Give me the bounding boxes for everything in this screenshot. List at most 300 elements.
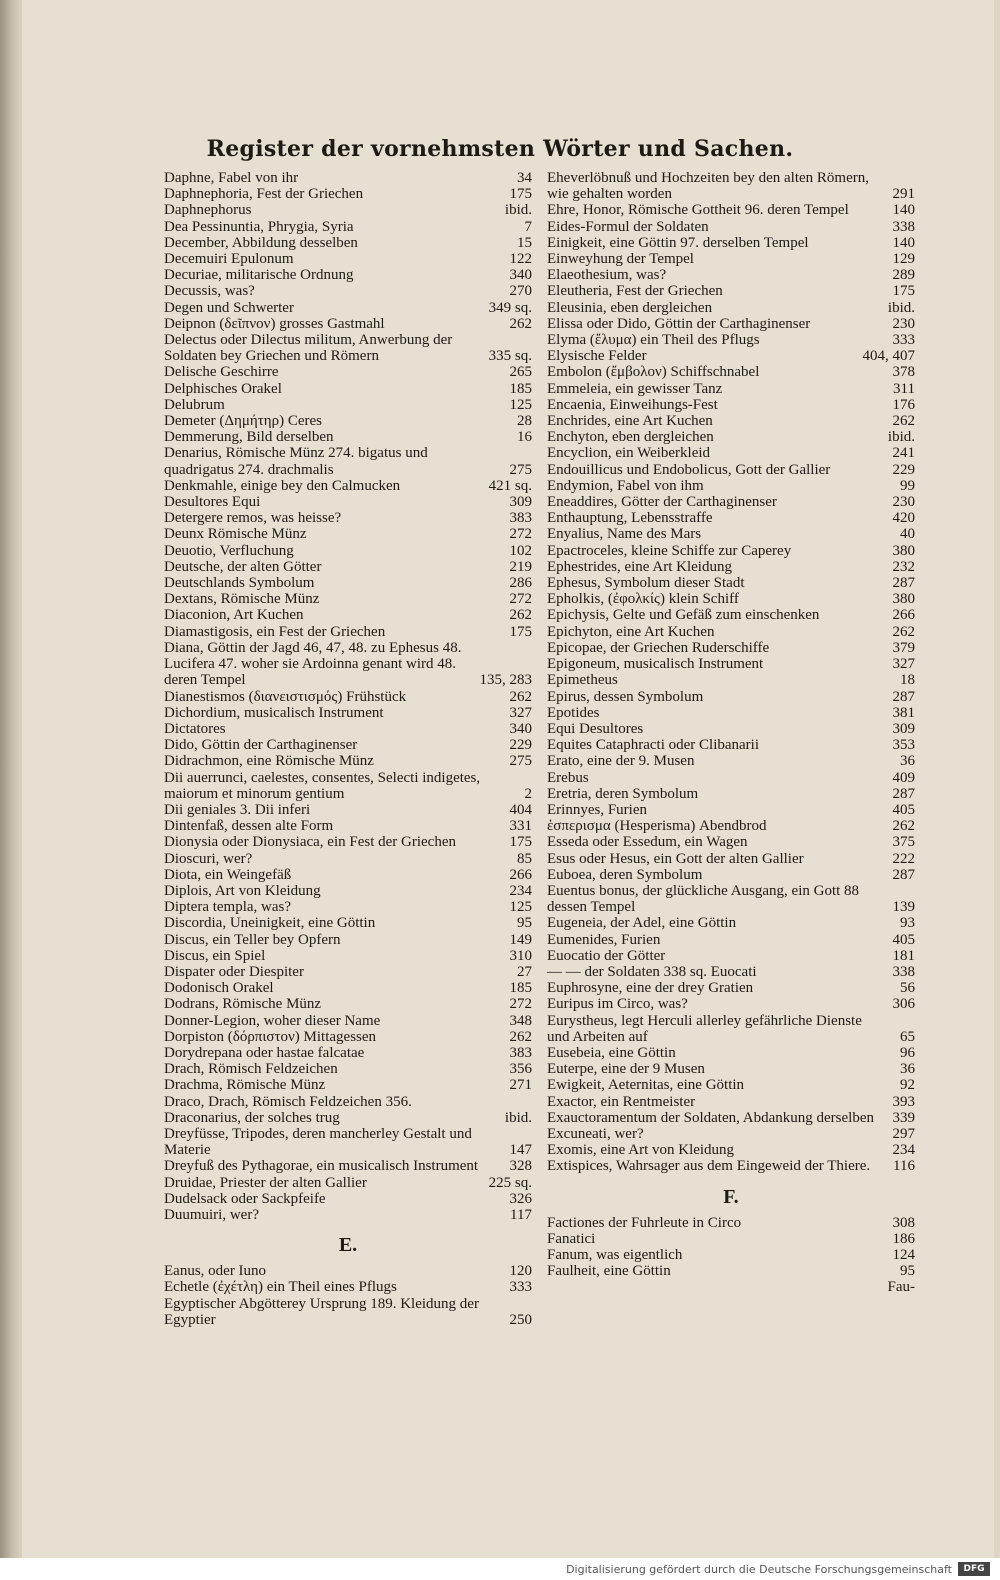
entry-page-ref: 271	[509, 1077, 532, 1094]
entry-page-ref: 225 sq.	[488, 1174, 532, 1191]
entry-term: Dianestismos (διανειστισμός) Frühstück	[164, 688, 407, 705]
entry-term: Endouillicus und Endobolicus, Gott der Gallier	[547, 461, 831, 478]
index-entry	[164, 235, 532, 251]
entry-term: Erinnyes, Furien	[547, 801, 647, 818]
entry-page-ref: 405	[892, 931, 915, 948]
entry-page-ref: ibid.	[887, 299, 915, 316]
entry-page-ref: 147	[509, 1142, 532, 1159]
index-entry	[164, 543, 532, 559]
entry-page-ref: 287	[892, 785, 915, 802]
entry-page-ref: 175	[509, 834, 532, 851]
entry-page-ref: 378	[892, 364, 915, 381]
entry-term: Eleutheria, Fest der Griechen	[547, 283, 723, 300]
entry-page-ref: 140	[892, 234, 915, 251]
index-entry	[547, 818, 915, 834]
entry-term: Epichysis, Gelte und Gefäß zum einschenken	[547, 607, 820, 624]
entry-term: Equites Cataphracti oder Clibanarii	[547, 737, 760, 754]
entry-term: Delubrum	[164, 396, 225, 413]
entry-term: Deutsche, der alten Götter	[164, 558, 322, 575]
entry-term: December, Abbildung desselben	[164, 234, 358, 251]
entry-page-ref: 333	[892, 332, 915, 349]
index-entry	[164, 1094, 532, 1126]
entry-term: Equi Desultores	[547, 720, 644, 737]
entry-page-ref: 379	[892, 639, 915, 656]
entry-term: Exauctoramentum der Soldaten, Abdankung derselben	[547, 1109, 874, 1126]
entry-page-ref: 380	[892, 591, 915, 608]
entry-page-ref: 335 sq.	[488, 348, 532, 365]
entry-page-ref: 15	[517, 234, 532, 251]
index-entry	[547, 705, 915, 721]
entry-term: ἑσπερισμα (Hesperisma) Abendbrod	[547, 818, 767, 835]
index-entry	[164, 494, 532, 510]
entry-term: Delische Geschirre	[164, 364, 279, 381]
index-entry	[547, 834, 915, 850]
index-entry	[164, 283, 532, 299]
entry-page-ref: 116	[893, 1158, 915, 1175]
index-entry	[164, 607, 532, 623]
entry-page-ref: 331	[509, 818, 532, 835]
index-entry	[547, 397, 915, 413]
index-entry	[547, 429, 915, 445]
entry-page-ref: 383	[509, 510, 532, 527]
entry-term: Elyma (ἔλυμα) ein Theil des Pflugs	[547, 332, 760, 349]
footer-credit-text: Digitalisierung gefördert durch die Deutsche Forschungsgemeinschaft	[566, 1563, 952, 1576]
index-entry	[547, 1110, 915, 1126]
entry-term: Esus oder Hesus, ein Gott der alten Gallier	[547, 850, 804, 867]
index-entry	[547, 316, 915, 332]
index-entry	[164, 948, 532, 964]
book-spine-edge	[0, 0, 22, 1580]
entry-page-ref: 287	[892, 688, 915, 705]
entry-term: Euocatio der Götter	[547, 947, 666, 964]
entry-term: — — der Soldaten 338 sq. Euocati	[547, 963, 757, 980]
index-entry	[547, 1045, 915, 1061]
entry-term: Dea Pessinuntia, Phrygia, Syria	[164, 218, 354, 235]
index-entry	[547, 251, 915, 267]
entry-page-ref: 120	[509, 1263, 532, 1280]
entry-term: Decussis, was?	[164, 283, 255, 300]
index-entry	[547, 202, 915, 218]
entry-page-ref: 93	[900, 915, 915, 932]
entry-page-ref: 219	[509, 558, 532, 575]
entry-page-ref: 36	[900, 753, 915, 770]
entry-page-ref: 289	[892, 267, 915, 284]
entry-term: Euterpe, eine der 9 Musen	[547, 1061, 705, 1078]
entry-term: Eumenides, Furien	[547, 931, 661, 948]
entry-term: Exactor, ein Rentmeister	[547, 1093, 696, 1110]
entry-page-ref: 95	[517, 915, 532, 932]
entry-term: Deuotio, Verfluchung	[164, 542, 294, 559]
entry-term: Dioscuri, wer?	[164, 850, 253, 867]
entry-page-ref: 185	[509, 380, 532, 397]
entry-term: Ewigkeit, Aeternitas, eine Göttin	[547, 1077, 745, 1094]
index-entry	[164, 689, 532, 705]
entry-page-ref: 409	[892, 769, 915, 786]
index-entry	[547, 170, 915, 202]
entry-term: Einigkeit, eine Göttin 97. derselben Tempel	[547, 234, 809, 251]
index-entry	[547, 753, 915, 769]
entry-term: Enchyton, eben dergleichen	[547, 429, 714, 446]
entry-page-ref: ibid.	[887, 429, 915, 446]
index-entry	[547, 996, 915, 1012]
index-entry	[547, 964, 915, 980]
index-entry	[164, 413, 532, 429]
entry-term: Emmeleia, ein gewisser Tanz	[547, 380, 723, 397]
index-entry	[547, 689, 915, 705]
index-entry	[164, 316, 532, 332]
entry-term: Demmerung, Bild derselben	[164, 429, 334, 446]
entry-term: Dii geniales 3. Dii inferi	[164, 801, 311, 818]
index-entry	[547, 672, 915, 688]
entry-page-ref: 176	[892, 396, 915, 413]
entry-term: Discus, ein Spiel	[164, 947, 266, 964]
index-entry	[164, 364, 532, 380]
entry-page-ref: 266	[892, 607, 915, 624]
entry-term: Druidae, Priester der alten Gallier	[164, 1174, 367, 1191]
entry-term: Delectus oder Dilectus militum, Anwerbung der Soldaten bey Griechen und Römern	[164, 332, 453, 365]
index-entry	[164, 219, 532, 235]
left-d-entries	[164, 170, 532, 1223]
entry-page-ref: 340	[509, 267, 532, 284]
entry-page-ref: 262	[892, 818, 915, 835]
entry-page-ref: 234	[892, 1142, 915, 1159]
entry-page-ref: 175	[892, 283, 915, 300]
index-entry	[547, 510, 915, 526]
entry-term: Eneaddires, Götter der Carthaginenser	[547, 494, 777, 511]
entry-page-ref: 405	[892, 801, 915, 818]
entry-term: Factiones der Fuhrleute in Circo	[547, 1214, 742, 1231]
entry-term: Didrachmon, eine Römische Münz	[164, 753, 374, 770]
entry-page-ref: 175	[509, 623, 532, 640]
entry-page-ref: 40	[900, 526, 915, 543]
entry-page-ref: 356	[509, 1061, 532, 1078]
index-entry	[164, 721, 532, 737]
entry-page-ref: 2	[524, 785, 532, 802]
entry-page-ref: 338	[892, 963, 915, 980]
entry-page-ref: 135, 283	[479, 672, 532, 689]
entry-term: Delphisches Orakel	[164, 380, 282, 397]
entry-term: Esseda oder Essedum, ein Wagen	[547, 834, 748, 851]
entry-term: Duumuiri, wer?	[164, 1207, 259, 1223]
index-entry	[547, 1094, 915, 1110]
entry-term: Embolon (ἔμβολον) Schiffschnabel	[547, 364, 760, 381]
entry-page-ref: 340	[509, 720, 532, 737]
entry-term: Elaeothesium, was?	[547, 267, 667, 284]
entry-page-ref: 92	[900, 1077, 915, 1094]
entry-term: Dionysia oder Dionysiaca, ein Fest der Griechen	[164, 834, 456, 851]
entry-page-ref: 125	[509, 396, 532, 413]
entry-term: Denkmahle, einige bey den Calmucken	[164, 477, 401, 494]
entry-page-ref: 85	[517, 850, 532, 867]
index-entry	[547, 462, 915, 478]
index-entry	[164, 1175, 532, 1191]
index-entry	[164, 300, 532, 316]
entry-term: Erebus	[547, 769, 589, 786]
entry-page-ref: 272	[509, 996, 532, 1013]
left-column	[164, 170, 532, 1328]
index-entry	[164, 267, 532, 283]
entry-page-ref: 275	[509, 753, 532, 770]
entry-page-ref: 272	[509, 526, 532, 543]
entry-page-ref: 310	[509, 947, 532, 964]
index-entry	[547, 867, 915, 883]
index-entry	[547, 1126, 915, 1142]
index-entry	[547, 851, 915, 867]
entry-page-ref: ibid.	[504, 202, 532, 219]
index-entry	[164, 445, 532, 477]
index-entry	[164, 834, 532, 850]
entry-page-ref: 149	[509, 931, 532, 948]
index-entry	[547, 1142, 915, 1158]
entry-term: Einweyhung der Tempel	[547, 251, 694, 268]
entry-term: Epactroceles, kleine Schiffe zur Caperey	[547, 542, 792, 559]
entry-term: Dispater oder Diespiter	[164, 963, 304, 980]
entry-page-ref: 311	[893, 380, 915, 397]
index-entry	[547, 494, 915, 510]
entry-term: Excuneati, wer?	[547, 1125, 644, 1142]
entry-term: Desultores Equi	[164, 494, 261, 511]
index-entry	[547, 607, 915, 623]
entry-page-ref: 185	[509, 980, 532, 997]
entry-page-ref: 7	[524, 218, 532, 235]
entry-page-ref: 353	[892, 737, 915, 754]
index-entry	[164, 1061, 532, 1077]
entry-term: Eretria, deren Symbolum	[547, 785, 699, 802]
index-entry	[547, 235, 915, 251]
entry-page-ref: 34	[517, 170, 532, 186]
entry-term: Dreyfuß des Pythagorae, ein musicalisch Instrument	[164, 1158, 479, 1175]
entry-page-ref: 404, 407	[862, 348, 915, 365]
entry-page-ref: 262	[509, 607, 532, 624]
entry-page-ref: 339	[892, 1109, 915, 1126]
entry-page-ref: 18	[900, 672, 915, 689]
entry-term: Decuriae, militarische Ordnung	[164, 267, 354, 284]
index-entry	[164, 1296, 532, 1328]
entry-page-ref: 129	[892, 251, 915, 268]
entry-page-ref: 262	[892, 623, 915, 640]
entry-page-ref: 122	[509, 251, 532, 268]
index-entry	[164, 1013, 532, 1029]
index-entry	[547, 381, 915, 397]
entry-term: Fanatici	[547, 1230, 596, 1247]
entry-page-ref: 287	[892, 866, 915, 883]
entry-page-ref: 232	[892, 558, 915, 575]
entry-page-ref: 381	[892, 704, 915, 721]
entry-term: Donner-Legion, woher dieser Name	[164, 1012, 381, 1029]
entry-term: Epichyton, eine Art Kuchen	[547, 623, 715, 640]
index-entry	[547, 445, 915, 461]
index-entry	[164, 640, 532, 689]
entry-term: Faulheit, eine Göttin	[547, 1263, 671, 1280]
dfg-logo: DFG	[958, 1562, 990, 1576]
entry-term: Diota, ein Weingefäß	[164, 866, 292, 883]
entry-term: Drach, Römisch Feldzeichen	[164, 1061, 338, 1078]
entry-page-ref: 230	[892, 315, 915, 332]
index-entry	[164, 1207, 532, 1223]
entry-page-ref: 286	[509, 575, 532, 592]
entry-term: Erato, eine der 9. Musen	[547, 753, 695, 770]
entry-term: Dorpiston (δόρπιστον) Mittagessen	[164, 1028, 377, 1045]
entry-page-ref: 96	[900, 1044, 915, 1061]
entry-term: Exomis, eine Art von Kleidung	[547, 1142, 735, 1159]
entry-page-ref: 306	[892, 996, 915, 1013]
entry-page-ref: 383	[509, 1044, 532, 1061]
entry-page-ref: 27	[517, 963, 532, 980]
entry-term: Demeter (Δημήτηρ) Ceres	[164, 413, 323, 430]
index-entry	[547, 413, 915, 429]
entry-page-ref: 99	[900, 477, 915, 494]
entry-term: Dreyfüsse, Tripodes, deren mancherley Gestalt und Materie	[164, 1125, 472, 1159]
entry-term: Euentus bonus, der glückliche Ausgang, ein Gott 88 dessen Tempel	[547, 882, 860, 916]
entry-page-ref: 222	[892, 850, 915, 867]
index-entry	[164, 1263, 532, 1279]
entry-page-ref: 28	[517, 413, 532, 430]
entry-page-ref: 272	[509, 591, 532, 608]
index-entry	[164, 202, 532, 218]
entry-term: Diana, Göttin der Jagd 46, 47, 48. zu Ephesus 48. Lucifera 47. woher sie Ardoinna genant wird 48. deren Tempel	[164, 639, 462, 689]
entry-page-ref: 124	[892, 1247, 915, 1263]
right-e-entries	[547, 170, 915, 1175]
index-entry	[547, 526, 915, 542]
entry-page-ref: 309	[509, 494, 532, 511]
entry-term: Draco, Drach, Römisch Feldzeichen 356. Draconarius, der solches trug	[164, 1093, 412, 1126]
index-entry	[164, 899, 532, 915]
entry-page-ref: 327	[892, 656, 915, 673]
entry-term: Diaconion, Art Kuchen	[164, 607, 304, 624]
entry-term: Ehre, Honor, Römische Gottheit 96. deren Tempel	[547, 202, 849, 219]
entry-term: Daphne, Fabel von ihr	[164, 170, 299, 186]
entry-page-ref: 36	[900, 1061, 915, 1078]
entry-term: Epimetheus	[547, 672, 618, 689]
index-entry	[164, 397, 532, 413]
entry-term: Ephesus, Symbolum dieser Stadt	[547, 575, 745, 592]
entry-term: Epigoneum, musicalisch Instrument	[547, 656, 764, 673]
entry-page-ref: 234	[509, 882, 532, 899]
index-entry	[164, 429, 532, 445]
index-entry	[547, 1215, 915, 1231]
index-entry	[164, 1029, 532, 1045]
index-entry	[547, 1077, 915, 1093]
index-entry	[547, 478, 915, 494]
entry-page-ref: 102	[509, 542, 532, 559]
index-entry	[164, 1191, 532, 1207]
entry-page-ref: 266	[509, 866, 532, 883]
entry-page-ref: 338	[892, 218, 915, 235]
index-entry	[164, 883, 532, 899]
index-entry	[164, 915, 532, 931]
index-entry	[547, 543, 915, 559]
entry-term: Epirus, dessen Symbolum	[547, 688, 704, 705]
entry-page-ref: 291	[892, 186, 915, 203]
entry-term: Encyclion, ein Weiberkleid	[547, 445, 711, 462]
index-entry	[547, 802, 915, 818]
entry-page-ref: 229	[509, 737, 532, 754]
entry-term: Daphnephoria, Fest der Griechen	[164, 186, 364, 203]
entry-term: Eugeneia, der Adel, eine Göttin	[547, 915, 737, 932]
index-entry	[547, 656, 915, 672]
entry-term: Diptera templa, was?	[164, 899, 292, 916]
index-entry	[547, 575, 915, 591]
entry-page-ref: 375	[892, 834, 915, 851]
index-entry	[547, 770, 915, 786]
index-entry	[164, 381, 532, 397]
index-entry	[164, 170, 532, 186]
entry-term: Enthauptung, Lebensstraffe	[547, 510, 713, 527]
index-entry	[547, 737, 915, 753]
entry-page-ref: 140	[892, 202, 915, 219]
index-entry	[164, 624, 532, 640]
entry-page-ref: 393	[892, 1093, 915, 1110]
right-column	[547, 170, 915, 1296]
index-entry	[547, 1013, 915, 1045]
index-entry	[164, 251, 532, 267]
index-entry	[547, 624, 915, 640]
index-entry	[547, 721, 915, 737]
entry-term: Egyptischer Abgötterey Ursprung 189. Kleidung der Egyptier	[164, 1295, 479, 1328]
entry-term: Dextans, Römische Münz	[164, 591, 320, 608]
index-entry	[164, 559, 532, 575]
entry-page-ref: 16	[517, 429, 532, 446]
entry-page-ref: 309	[892, 720, 915, 737]
entry-page-ref: 287	[892, 575, 915, 592]
right-f-entries	[547, 1215, 915, 1280]
entry-term: Fanum, was eigentlich	[547, 1247, 683, 1263]
entry-page-ref: ibid.	[504, 1109, 532, 1126]
section-heading-f: F.	[723, 1185, 739, 1208]
index-entry	[547, 332, 915, 348]
entry-page-ref: 262	[892, 413, 915, 430]
entry-term: Enchrides, eine Art Kuchen	[547, 413, 713, 430]
entry-term: Eusebeia, eine Göttin	[547, 1044, 676, 1061]
index-entry	[547, 915, 915, 931]
index-entry	[547, 267, 915, 283]
index-entry	[547, 980, 915, 996]
entry-term: Detergere remos, was heisse?	[164, 510, 342, 527]
entry-page-ref: 348	[509, 1012, 532, 1029]
index-entry	[547, 559, 915, 575]
entry-page-ref: 262	[509, 315, 532, 332]
entry-term: Diamastigosis, ein Fest der Griechen	[164, 623, 386, 640]
index-entry	[547, 591, 915, 607]
entry-term: Echetle (ἐχέτλη) ein Theil eines Pflugs	[164, 1279, 397, 1296]
entry-term: Discordia, Uneinigkeit, eine Göttin	[164, 915, 376, 932]
entry-term: Eides-Formul der Soldaten	[547, 218, 709, 235]
entry-term: Euboea, deren Symbolum	[547, 866, 703, 883]
entry-page-ref: 175	[509, 186, 532, 203]
entry-term: Drachma, Römische Münz	[164, 1077, 326, 1094]
index-entry	[164, 526, 532, 542]
index-entry	[547, 1247, 915, 1263]
entry-term: Dudelsack oder Sackpfeife	[164, 1190, 326, 1207]
entry-page-ref: 95	[900, 1263, 915, 1280]
entry-term: Eurystheus, legt Herculi allerley gefährliche Dienste und Arbeiten auf	[547, 1012, 862, 1045]
index-entry	[164, 1279, 532, 1295]
index-entry	[164, 478, 532, 494]
index-entry	[164, 332, 532, 364]
index-entry	[164, 737, 532, 753]
entry-term: Deutschlands Symbolum	[164, 575, 315, 592]
index-entry	[547, 1061, 915, 1077]
entry-page-ref: 56	[900, 980, 915, 997]
entry-term: Epicopae, der Griechen Ruderschiffe	[547, 639, 770, 656]
entry-term: Eleusinia, eben dergleichen	[547, 299, 713, 316]
page-title: Register der vornehmsten Wörter und Sachen.	[206, 136, 794, 162]
index-entry	[547, 1158, 915, 1174]
entry-page-ref: 265	[509, 364, 532, 381]
index-entry	[547, 219, 915, 235]
index-entry	[547, 283, 915, 299]
entry-term: Euphrosyne, eine der drey Gratien	[547, 980, 754, 997]
